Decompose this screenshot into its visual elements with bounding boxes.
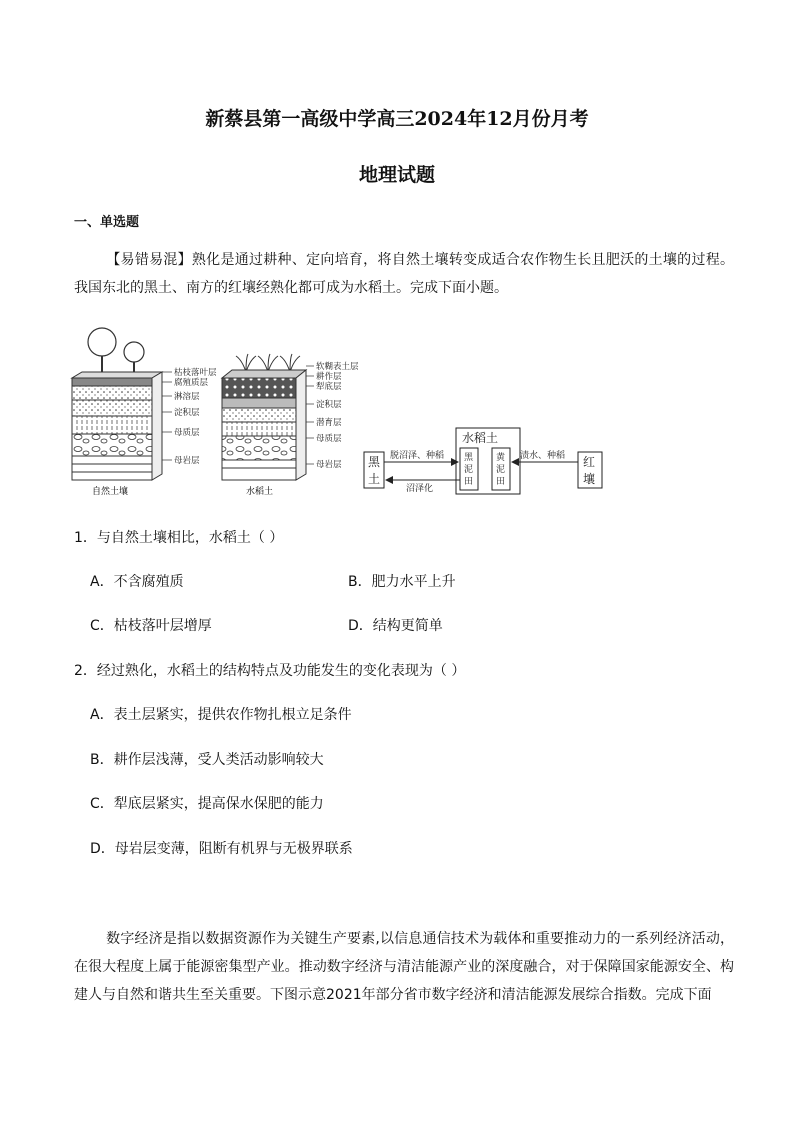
arrow-label-swamp: 沼泽化 — [406, 484, 434, 494]
q1-option-a[interactable]: A．不含腐殖质 — [90, 574, 184, 590]
flow-center-label: 水稻土 — [462, 431, 499, 445]
natural-layer-label: 枯枝落叶层 — [174, 368, 217, 378]
natural-soil-column — [72, 328, 217, 497]
paddy-layer-label: 母质层 — [316, 434, 342, 444]
black-mud-field-box — [460, 448, 478, 490]
question-1-stem: 1．与自然土壤相比，水稻土（ ） — [74, 530, 284, 546]
q1-option-c[interactable]: C．枯枝落叶层增厚 — [90, 618, 212, 634]
arrow-label-deswamp: 脱沼泽、种稻 — [390, 451, 445, 461]
yellow-mud-field-box — [492, 448, 510, 490]
q2-option-b[interactable]: B．耕作层浅薄，受人类活动影响较大 — [90, 752, 324, 768]
black-soil-box — [364, 452, 384, 488]
tree-icon — [88, 328, 116, 356]
intro-1-text: 【易错易混】熟化是通过耕种、定向培育，将自然土壤转变成适合农作物生长且肥沃的土壤的过程。我国东北的黑土、南方的红壤经熟化都可成为水稻土。完成下面小题。 — [74, 252, 734, 296]
paddy-layer-label: 母岩层 — [316, 460, 342, 470]
page-title: 新蔡县第一高级中学高三2024年12月份月考 — [205, 108, 589, 130]
conversion-flowchart — [364, 428, 602, 494]
paddy-layer-label: 犁底层 — [316, 382, 342, 392]
paddy-layer-label: 潜育层 — [316, 418, 342, 428]
natural-layer-label: 淋溶层 — [174, 392, 200, 402]
page-subtitle: 地理试题 — [358, 164, 435, 186]
paddy-caption: 水稻土 — [246, 487, 274, 497]
arrow-label-waterlog: 渍水、种稻 — [520, 451, 566, 461]
natural-caption: 自然土壤 — [92, 487, 129, 497]
q2-option-c[interactable]: C．犁底层紧实，提高保水保肥的能力 — [90, 796, 324, 812]
natural-layer-label: 母质层 — [174, 428, 200, 438]
tree-icon — [124, 342, 144, 362]
section-heading: 一、单选题 — [74, 215, 140, 230]
black-mud-field-label: 黑泥田 — [464, 453, 474, 487]
red-soil-box — [578, 452, 602, 488]
q2-option-d[interactable]: D．母岩层变薄，阻断有机界与无极界联系 — [90, 841, 353, 857]
intro-paragraph-2 — [74, 925, 734, 1009]
natural-layer-label: 母岩层 — [174, 456, 200, 466]
paddy-soil-column — [222, 354, 359, 497]
intro-2-text: 数字经济是指以数据资源作为关键生产要素,以信息通信技术为载体和重要推动力的一系列经济活动，在很大程度上属于能源密集型产业。推动数字经济与清洁能源产业的深度融合，对于保障国家能源安全、构建人与自然和谐共生至关重要。下图示意2021年部分省市数字经济和清洁能源发展综合指数。完成下面 — [74, 931, 734, 1003]
q2-option-a[interactable]: A．表土层紧实，提供农作物扎根立足条件 — [90, 707, 352, 723]
intro-paragraph-1 — [74, 246, 734, 302]
paddy-layer-label: 耕作层 — [316, 372, 342, 382]
flow-left-label: 黑土 — [368, 455, 381, 486]
paddy-layer-label: 淀积层 — [316, 400, 342, 410]
flow-right-label: 红壤 — [583, 455, 596, 486]
paddy-layer-label: 软糊表土层 — [316, 362, 359, 372]
natural-layer-label: 淀积层 — [174, 408, 200, 418]
yellow-mud-field-label: 黄泥田 — [496, 453, 506, 487]
q1-option-b[interactable]: B．肥力水平上升 — [348, 574, 456, 590]
question-2-stem: 2．经过熟化，水稻土的结构特点及功能发生的变化表现为（ ） — [74, 663, 466, 679]
q1-option-d[interactable]: D．结构更简单 — [348, 618, 443, 634]
paddy-soil-box — [456, 428, 520, 494]
natural-layer-label: 腐殖质层 — [174, 378, 209, 388]
